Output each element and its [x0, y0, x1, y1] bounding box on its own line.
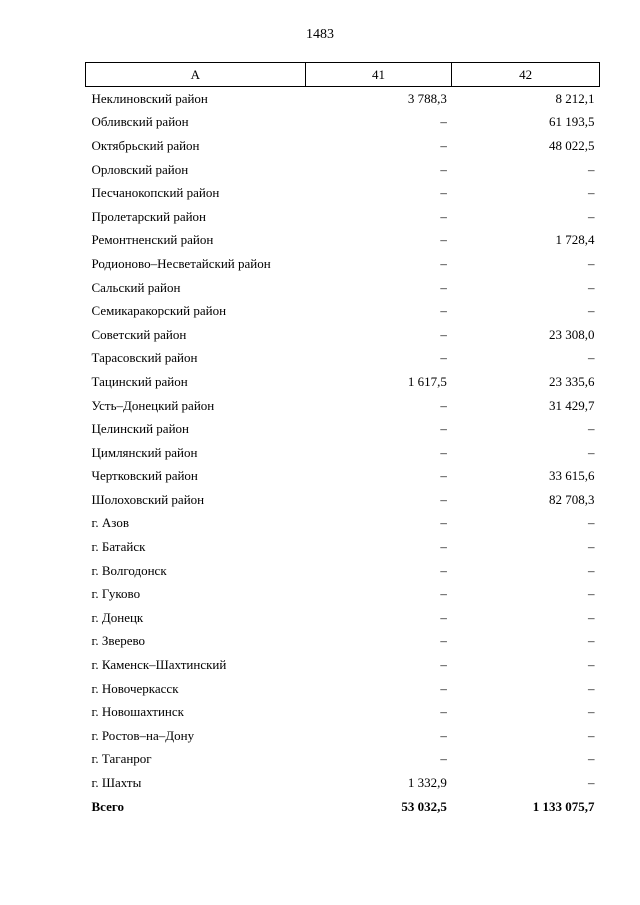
row-value-42: –	[588, 515, 595, 531]
row-name: Шолоховский район	[91, 491, 205, 507]
total-value-42: 1 133 075,7	[532, 798, 595, 814]
row-name: г. Волгодонск	[91, 562, 167, 578]
table-row	[86, 653, 600, 677]
row-value-42: –	[588, 303, 595, 319]
table-row	[86, 771, 600, 795]
row-value-42: –	[588, 727, 595, 743]
row-value-42: 82 708,3	[549, 491, 595, 507]
total-row	[86, 795, 600, 819]
row-value-41: –	[440, 185, 447, 201]
row-name: г. Каменск–Шахтинский	[91, 657, 227, 673]
row-value-42: 48 022,5	[549, 137, 595, 153]
row-value-42: –	[588, 609, 595, 625]
table-body	[86, 87, 600, 819]
row-value-42: 61 193,5	[549, 114, 595, 130]
table-row	[86, 299, 600, 323]
header-cell-42: 42	[452, 63, 600, 87]
table-row	[86, 134, 600, 158]
row-name: Целинский район	[91, 421, 189, 437]
row-name: г. Батайск	[91, 539, 146, 555]
table-row	[86, 559, 600, 583]
row-value-42: –	[588, 161, 595, 177]
table-row	[86, 323, 600, 347]
row-value-42: –	[588, 562, 595, 578]
row-name: Пролетарский район	[91, 208, 207, 224]
row-name: г. Зверево	[91, 633, 146, 649]
row-value-42: –	[588, 444, 595, 460]
table-row	[86, 394, 600, 418]
row-value-41: –	[440, 303, 447, 319]
row-value-41: –	[440, 515, 447, 531]
row-value-41: –	[440, 680, 447, 696]
table-header-row	[86, 63, 600, 87]
row-value-41: –	[440, 114, 447, 130]
row-value-42: –	[588, 657, 595, 673]
row-value-41: –	[440, 491, 447, 507]
row-value-41: –	[440, 397, 447, 413]
row-name: Песчанокопский район	[91, 185, 220, 201]
row-value-41: –	[440, 586, 447, 602]
row-value-42: –	[588, 751, 595, 767]
row-name: г. Шахты	[91, 775, 142, 791]
row-name: Обливский район	[91, 114, 189, 130]
row-value-41: –	[440, 704, 447, 720]
table-row	[86, 465, 600, 489]
table-row	[86, 370, 600, 394]
table-row	[86, 252, 600, 276]
row-name: г. Донецк	[91, 609, 144, 625]
row-value-42: –	[588, 350, 595, 366]
row-value-41: 1 332,9	[407, 775, 447, 791]
row-name: г. Новочеркасск	[91, 680, 179, 696]
row-value-41: 1 617,5	[407, 373, 447, 389]
row-name: Ремонтненский район	[91, 232, 214, 248]
table-row	[86, 512, 600, 536]
row-value-42: –	[588, 539, 595, 555]
row-name: Орловский район	[91, 161, 189, 177]
row-value-42: –	[588, 421, 595, 437]
row-value-41: –	[440, 444, 447, 460]
table-row	[86, 724, 600, 748]
row-value-42: –	[588, 775, 595, 791]
row-value-41: –	[440, 421, 447, 437]
row-name: г. Ростов–на–Дону	[91, 727, 195, 743]
row-name: г. Гуково	[91, 586, 141, 602]
row-value-41: –	[440, 255, 447, 271]
row-value-42: –	[588, 704, 595, 720]
table-row	[86, 417, 600, 441]
header-cell-a: А	[86, 63, 306, 87]
table-row	[86, 276, 600, 300]
row-value-42: –	[588, 586, 595, 602]
table-row	[86, 158, 600, 182]
row-value-42: –	[588, 185, 595, 201]
row-name: Чертковский район	[91, 468, 198, 484]
row-name: Тарасовский район	[91, 350, 198, 366]
table-row	[86, 111, 600, 135]
header-cell-41: 41	[305, 63, 452, 87]
row-name: Цимлянский район	[91, 444, 198, 460]
total-label: Всего	[91, 798, 124, 814]
row-value-42: –	[588, 255, 595, 271]
table-row	[86, 582, 600, 606]
row-value-42: 1 728,4	[555, 232, 595, 248]
table-row	[86, 229, 600, 253]
row-name: г. Азов	[91, 515, 129, 531]
row-value-42: –	[588, 208, 595, 224]
row-value-42: 23 335,6	[549, 373, 595, 389]
total-value-41: 53 032,5	[401, 798, 447, 814]
row-value-42: 31 429,7	[549, 397, 595, 413]
row-value-41: 3 788,3	[407, 90, 447, 106]
row-value-41: –	[440, 161, 447, 177]
table-row	[86, 677, 600, 701]
page-number: 1483	[306, 27, 334, 42]
row-value-41: –	[440, 208, 447, 224]
table-row	[86, 205, 600, 229]
table-row	[86, 748, 600, 772]
row-value-41: –	[440, 279, 447, 295]
row-value-41: –	[440, 539, 447, 555]
row-value-41: –	[440, 609, 447, 625]
table-row	[86, 700, 600, 724]
row-value-42: –	[588, 279, 595, 295]
row-value-42: –	[588, 680, 595, 696]
table-row	[86, 347, 600, 371]
row-value-41: –	[440, 751, 447, 767]
data-table	[85, 62, 600, 818]
table-row	[86, 630, 600, 654]
row-name: г. Новошахтинск	[91, 704, 184, 720]
row-name: г. Таганрог	[91, 751, 152, 767]
row-name: Неклиновский район	[91, 90, 208, 106]
row-value-41: –	[440, 727, 447, 743]
row-name: Сальский район	[91, 279, 181, 295]
row-value-42: 23 308,0	[549, 326, 595, 342]
table-row	[86, 488, 600, 512]
table-row	[86, 606, 600, 630]
table-row	[86, 441, 600, 465]
row-value-41: –	[440, 137, 447, 153]
row-name: Тацинский район	[91, 373, 188, 389]
row-value-42: –	[588, 633, 595, 649]
table-row	[86, 535, 600, 559]
row-name: Семикаракорский район	[91, 303, 227, 319]
row-value-41: –	[440, 468, 447, 484]
row-value-41: –	[440, 326, 447, 342]
row-name: Родионово–Несветайский район	[91, 255, 271, 271]
row-value-41: –	[440, 350, 447, 366]
row-value-41: –	[440, 562, 447, 578]
row-name: Советский район	[91, 326, 187, 342]
row-value-41: –	[440, 232, 447, 248]
row-value-41: –	[440, 633, 447, 649]
row-value-42: 33 615,6	[549, 468, 595, 484]
row-value-42: 8 212,1	[555, 90, 595, 106]
row-name: Усть–Донецкий район	[91, 397, 215, 413]
row-value-41: –	[440, 657, 447, 673]
table-row	[86, 181, 600, 205]
table-row	[86, 87, 600, 111]
row-name: Октябрьский район	[91, 137, 200, 153]
